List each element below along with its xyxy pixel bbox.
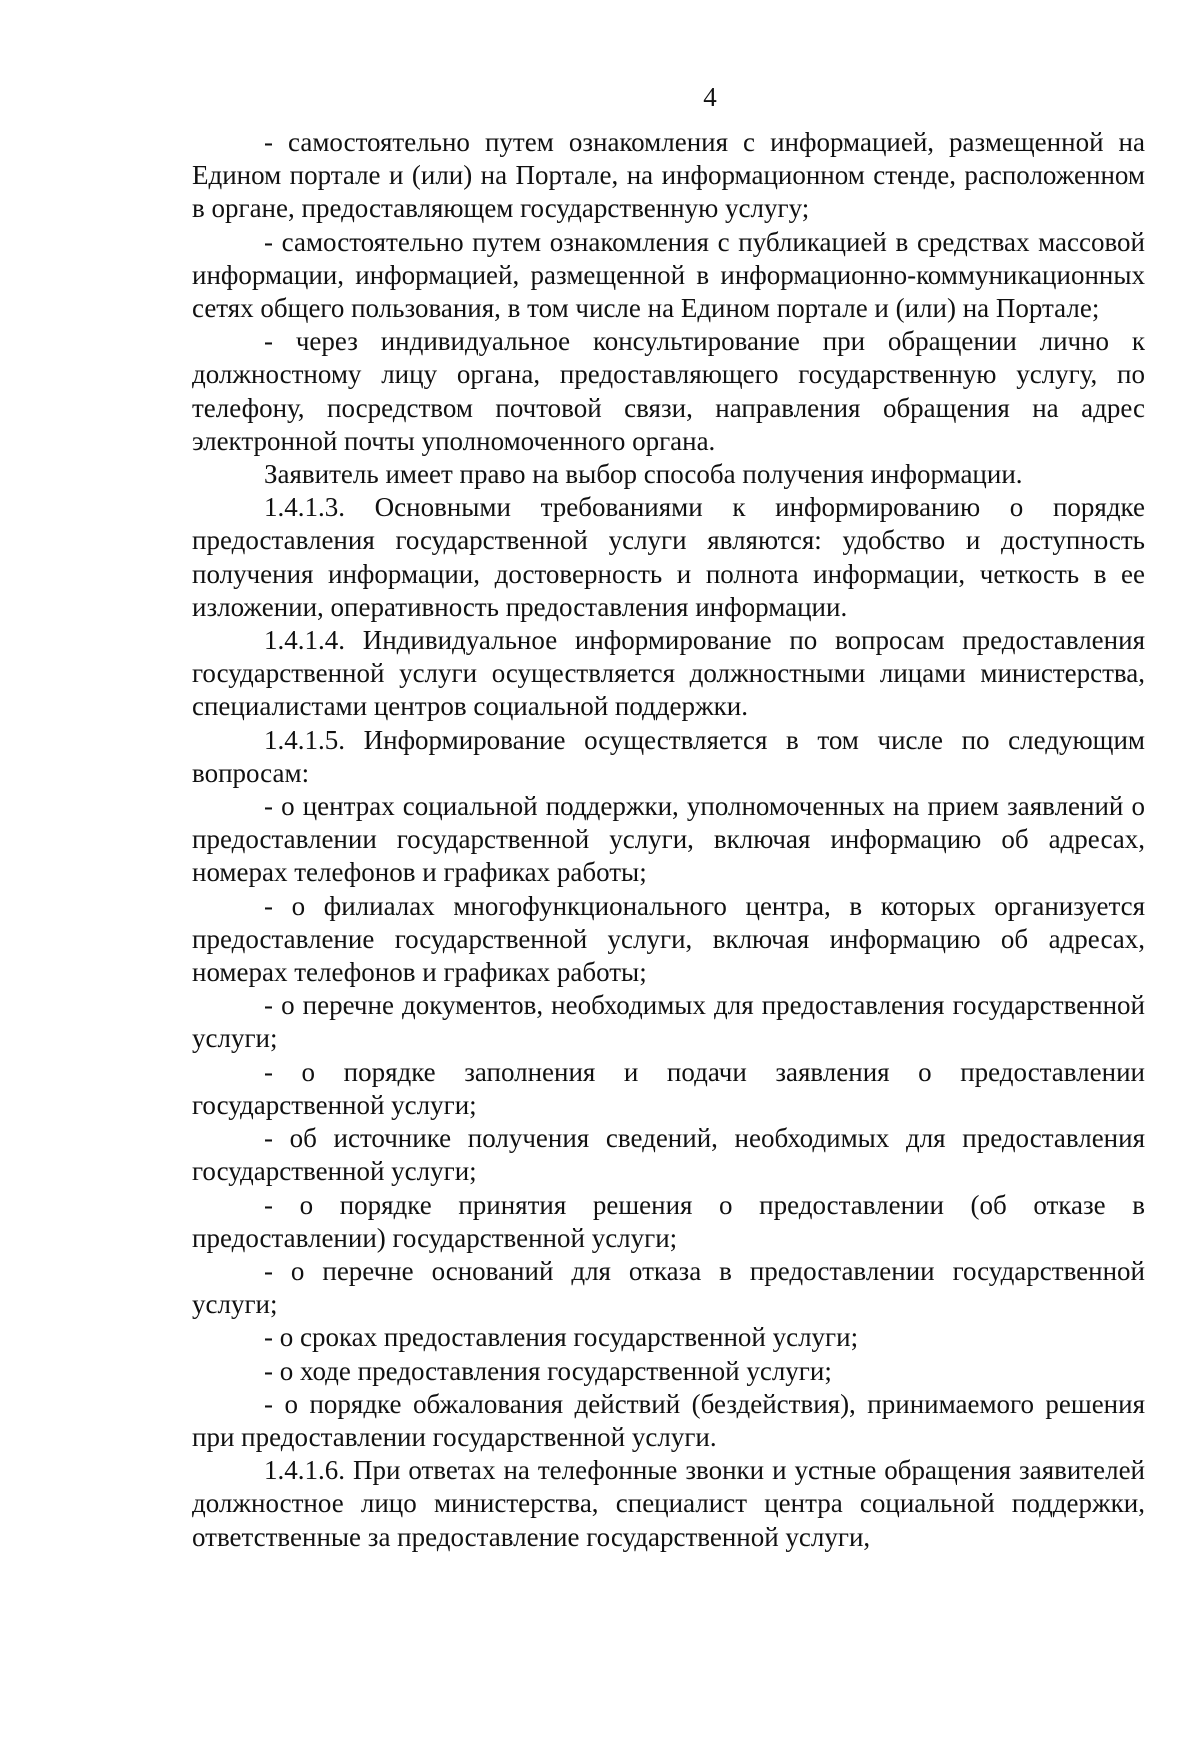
paragraph: - о центрах социальной поддержки, уполномоченных на прием заявлений о предоставлении государственной услуги, включая информацию об адресах, номерах телефонов и графиках работы;	[192, 791, 1145, 888]
paragraph: - о порядке принятия решения о предоставлении (об отказе в предоставлении) государственной услуги;	[192, 1189, 1145, 1253]
paragraph: - самостоятельно путем ознакомления с публикацией в средствах массовой информации, информацией, размещенной в информационно-коммуникационных сетях общего пользования, в том числе на Едином портале и (или) на Портале;	[192, 226, 1145, 324]
paragraph: - о ходе предоставления государственной услуги;	[264, 1355, 832, 1386]
paragraph: - через индивидуальное консультирование при обращении лично к должностному лицу органа, предоставляющего государственную услугу, по телефону, посредством почтовой связи, направления обращения на адрес электронной почты уполномоченного органа.	[192, 326, 1145, 456]
paragraph: 1.4.1.4. Индивидуальное информирование по вопросам предоставления государственной услуги осуществляется должностными лицами министерства, специалистами центров социальной поддержки.	[192, 625, 1145, 722]
paragraph: - о порядке обжалования действий (бездействия), принимаемого решения при предоставлении государственной услуги.	[192, 1388, 1145, 1452]
paragraph: 1.4.1.3. Основными требованиями к информированию о порядке предоставления государственной услуги являются: удобство и доступность получения информации, достоверность и полнота информации, четкость в ее изложении, оперативность предоставления информации.	[192, 492, 1145, 622]
document-body	[192, 126, 1145, 1554]
paragraph: Заявитель имеет право на выбор способа получения информации.	[264, 459, 1023, 490]
paragraph: 1.4.1.6. При ответах на телефонные звонки и устные обращения заявителей должностное лицо министерства, специалист центра социальной поддержки, ответственные за предоставление государственной услуги,	[192, 1455, 1145, 1552]
paragraph: - о филиалах многофункционального центра, в которых организуется предоставление государственной услуги, включая информацию об адресах, номерах телефонов и графиках работы;	[192, 890, 1145, 988]
paragraph: - об источнике получения сведений, необходимых для предоставления государственной услуги;	[192, 1123, 1145, 1187]
paragraph: - о перечне документов, необходимых для предоставления государственной услуги;	[192, 990, 1145, 1054]
paragraph: - о сроках предоставления государственной услуги;	[264, 1322, 859, 1353]
paragraph: - о перечне оснований для отказа в предоставлении государственной услуги;	[192, 1255, 1145, 1320]
page-number: 4	[703, 82, 717, 112]
paragraph: 1.4.1.5. Информирование осуществляется в том числе по следующим вопросам:	[192, 724, 1145, 788]
paragraph: - о порядке заполнения и подачи заявления о предоставлении государственной услуги;	[192, 1056, 1145, 1120]
paragraph: - самостоятельно путем ознакомления с информацией, размещенной на Едином портале и (или) на Портале, на информационном стенде, расположенном в органе, предоставляющем государственную услугу;	[192, 127, 1145, 224]
